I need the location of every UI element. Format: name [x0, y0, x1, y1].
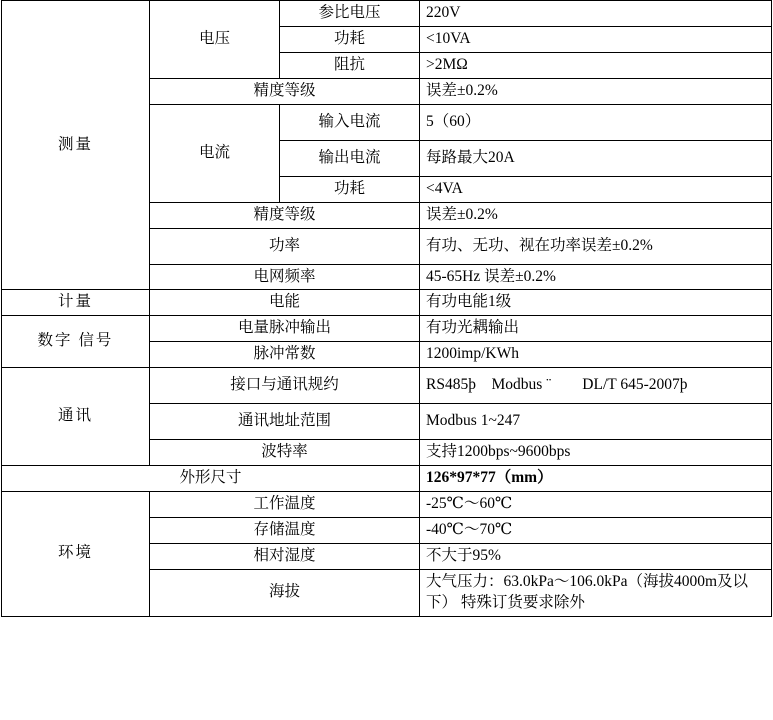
- value-cell: -40℃～70℃: [420, 517, 772, 543]
- group-cell-metering: 计量: [2, 290, 150, 316]
- value-cell: 误差±0.2%: [420, 202, 772, 228]
- item-cell: 接口与通讯规约: [150, 368, 420, 404]
- group-cell-communication: 通讯: [2, 368, 150, 466]
- item-cell: 功率: [150, 228, 420, 264]
- item-cell: 波特率: [150, 440, 420, 466]
- item-cell: 精度等级: [150, 202, 420, 228]
- item-cell: 海拔: [150, 569, 420, 616]
- sub-cell-current: 电流: [150, 104, 280, 202]
- value-cell: RS485þ Modbus ¨ DL/T 645-2007þ: [420, 368, 772, 404]
- value-cell: -25℃～60℃: [420, 492, 772, 518]
- value-cell: 有功、无功、视在功率误差±0.2%: [420, 228, 772, 264]
- table-row: [2, 492, 772, 518]
- value-cell: 1200imp/KWh: [420, 342, 772, 368]
- item-cell: 功耗: [280, 176, 420, 202]
- value-cell: 每路最大20A: [420, 140, 772, 176]
- specification-table: [1, 0, 772, 617]
- value-cell: 5（60）: [420, 104, 772, 140]
- table-row: [2, 466, 772, 492]
- item-cell: 阻抗: [280, 52, 420, 78]
- value-cell: >2MΩ: [420, 52, 772, 78]
- item-cell: 电网频率: [150, 264, 420, 290]
- group-cell-measure: 测量: [2, 1, 150, 290]
- value-cell: 有功电能1级: [420, 290, 772, 316]
- item-cell: 精度等级: [150, 78, 420, 104]
- sub-cell-voltage: 电压: [150, 1, 280, 79]
- item-cell: 输出电流: [280, 140, 420, 176]
- table-row: [2, 1, 772, 27]
- item-cell-dimensions: 外形尺寸: [2, 466, 420, 492]
- item-cell: 通讯地址范围: [150, 404, 420, 440]
- value-cell: 45-65Hz 误差±0.2%: [420, 264, 772, 290]
- item-cell: 工作温度: [150, 492, 420, 518]
- item-cell: 电能: [150, 290, 420, 316]
- table-row: [2, 316, 772, 342]
- item-cell: 功耗: [280, 26, 420, 52]
- value-cell: 220V: [420, 1, 772, 27]
- value-cell-dimensions: 126*97*77（mm）: [420, 466, 772, 492]
- value-cell: Modbus 1~247: [420, 404, 772, 440]
- value-cell: 不大于95%: [420, 543, 772, 569]
- value-cell: <10VA: [420, 26, 772, 52]
- value-cell: <4VA: [420, 176, 772, 202]
- group-cell-digital-signal: 数字 信号: [2, 316, 150, 368]
- item-cell: 存储温度: [150, 517, 420, 543]
- value-cell: 支持1200bps~9600bps: [420, 440, 772, 466]
- table-row: [2, 290, 772, 316]
- value-cell: 误差±0.2%: [420, 78, 772, 104]
- item-cell: 参比电压: [280, 1, 420, 27]
- value-cell: 有功光耦输出: [420, 316, 772, 342]
- item-cell: 脉冲常数: [150, 342, 420, 368]
- table-row: [2, 368, 772, 404]
- item-cell: 电量脉冲输出: [150, 316, 420, 342]
- group-cell-environment: 环境: [2, 492, 150, 617]
- item-cell: 输入电流: [280, 104, 420, 140]
- value-cell-altitude: 大气压力：63.0kPa～106.0kPa（海拔4000m及以下） 特殊订货要求除外: [420, 569, 772, 616]
- item-cell: 相对湿度: [150, 543, 420, 569]
